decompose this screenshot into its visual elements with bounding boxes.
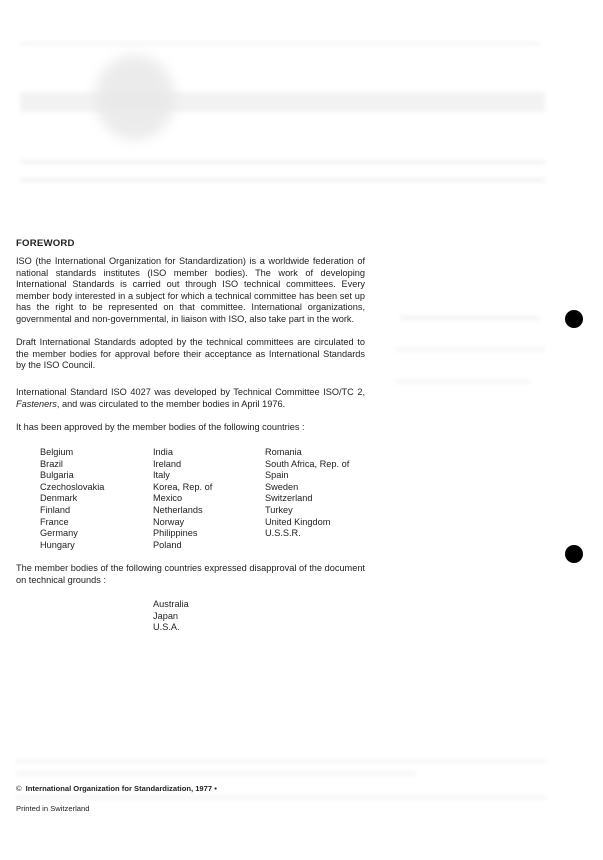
bleed-through-margin-a [400,316,540,320]
country-item: Czechoslovakia [40,481,105,492]
country-item: United Kingdom [265,516,331,527]
punch-hole-upper [565,310,583,328]
country-item: Belgium [40,447,74,457]
committee-name: Fasteners [16,398,57,409]
approval-column-2 [153,447,212,551]
country-item: Poland [153,539,182,550]
bleed-through-line-a [20,160,545,164]
country-item: U.S.A. [153,622,180,633]
approval-column-3 [265,447,349,540]
copyright-text: International Organization for Standardization, 1977 [25,784,213,793]
bleed-through-title [20,92,545,112]
country-item: Finland [40,504,71,515]
country-item: Philippines [153,528,198,539]
copyright-line [16,784,217,793]
country-item: Australia [153,599,189,609]
country-item: Italy [153,470,170,481]
approval-intro: It has been approved by the member bodies of the following countries : [16,422,305,432]
country-item: Korea, Rep. of [153,481,213,492]
country-item: U.S.S.R. [265,528,301,539]
country-item: Romania [265,447,302,457]
disapproval-list [153,599,189,634]
country-item: India [153,447,173,457]
punch-hole-lower [565,545,583,563]
country-item: Netherlands [153,504,203,515]
country-item: Sweden [265,481,299,492]
country-item: Denmark [40,493,78,504]
country-item: Japan [153,610,179,621]
country-item: Hungary [40,539,75,550]
development-prefix: International Standard ISO 4027 was developed by Technical Committee ISO/TC 2, [16,387,365,397]
disapproval-intro: The member bodies of the following countries expressed disapproval of the document on technical grounds : [16,563,365,585]
country-item: Germany [40,528,78,539]
printed-in-line: Printed in Switzerland [16,804,90,813]
bleed-through-margin-b [395,348,545,351]
development-suffix: , and was circulated to the member bodies in April 1976. [56,398,286,409]
copyright-bullet: • [214,784,217,793]
bleed-through-line-b [20,178,545,182]
country-item: Norway [153,516,185,527]
foreword-paragraph-development [16,387,365,410]
country-item: Spain [265,470,289,481]
country-item: Turkey [265,504,293,515]
bleed-through-footer-a [16,760,546,763]
country-item: Switzerland [265,493,313,504]
country-item: Mexico [153,493,183,504]
bleed-through-margin-c [395,380,530,383]
country-item: Brazil [40,458,63,469]
foreword-paragraph-draft: Draft International Standards adopted by the technical committees are circulated to the member bodies for approval before their acceptance as International Standards by the ISO Council. [16,337,365,371]
bleed-through-footer-b [16,772,416,775]
bleed-through-line-top [20,42,540,45]
copyright-symbol: © [16,784,22,793]
approval-column-1 [40,447,104,551]
bleed-through-footer-c [16,796,546,799]
country-item: Ireland [153,458,182,469]
foreword-paragraph-iso: ISO (the International Organization for Standardization) is a worldwide federation of national standards institutes (ISO member bodies). The work of developing International Standards is carried out through ISO technical committees. Every member body interested in a subject for which a technical committee has been set up has the right to be represented on that committee. International organizations, governmental and non-governmental, in liaison with ISO, also take part in the work. [16,256,365,324]
country-item: South Africa, Rep. of [265,458,350,469]
country-item: Bulgaria [40,470,74,481]
country-item: France [40,516,69,527]
foreword-heading: FOREWORD [16,238,75,249]
